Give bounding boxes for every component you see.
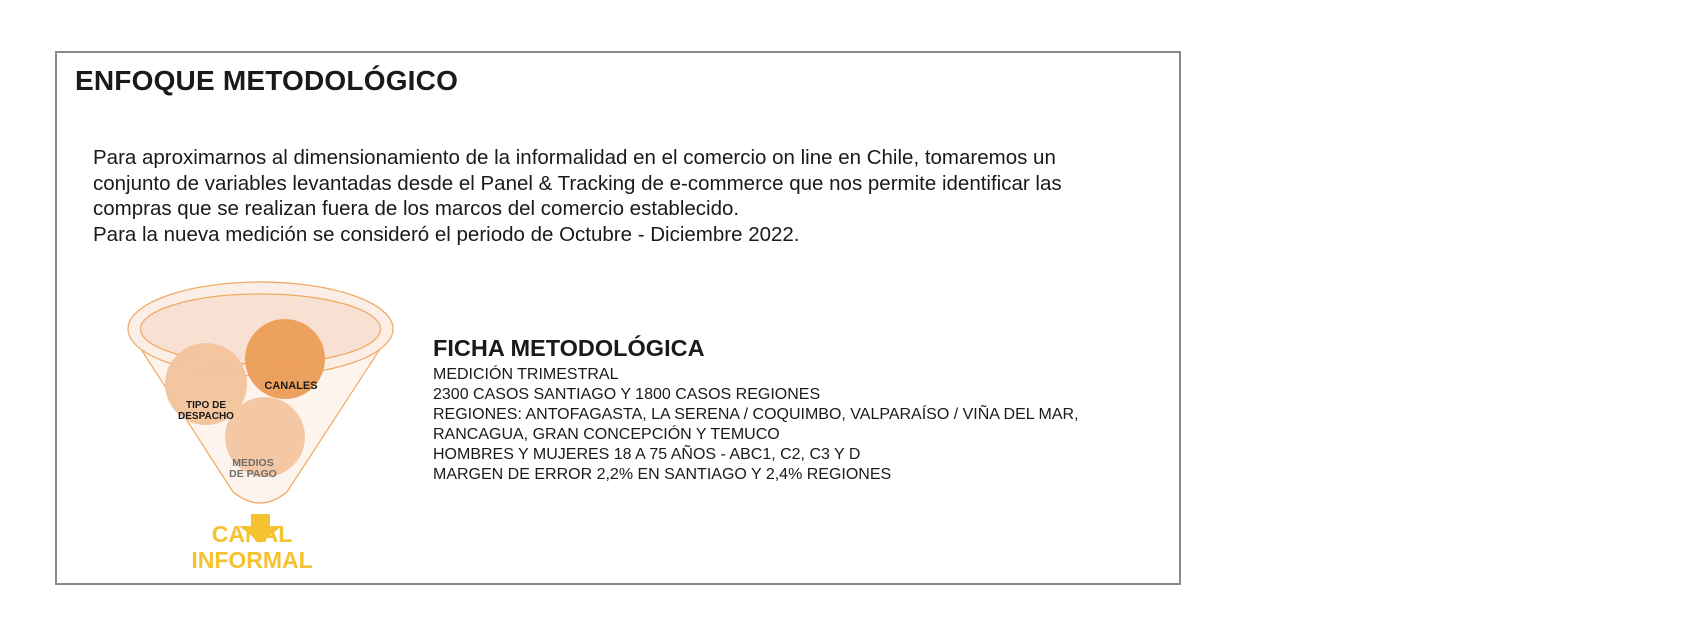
tipo-de-despacho-line: DESPACHO	[178, 411, 234, 422]
tipo-de-despacho-line: TIPO DE	[185, 400, 226, 411]
ficha-item: RANCAGUA, GRAN CONCEPCIÓN Y TEMUCO	[433, 426, 780, 443]
methodology-panel	[55, 51, 1181, 585]
ficha-item: MEDICIÓN TRIMESTRAL	[433, 366, 619, 383]
intro-paragraph	[93, 145, 1133, 247]
ficha-item: REGIONES: ANTOFAGASTA, LA SERENA / COQUIMBO, VALPARAÍSO / VIÑA DEL MAR,	[433, 406, 1079, 423]
medios-de-pago-line: DE PAGO	[229, 468, 277, 480]
intro-line: Para la nueva medición se consideró el periodo de Octubre - Diciembre 2022.	[93, 222, 800, 246]
canal-informal-line: INFORMAL	[191, 547, 313, 573]
ficha-item: HOMBRES Y MUJERES 18 A 75 AÑOS - ABC1, C2, C3 Y D	[433, 446, 861, 463]
canal-informal-result	[177, 521, 327, 573]
tipo-de-despacho-label	[161, 400, 251, 422]
medios-de-pago-line: MEDIOS	[232, 457, 274, 469]
medios-de-pago-label	[208, 458, 298, 480]
intro-line: compras que se realizan fuera de los marcos del comercio establecido.	[93, 197, 740, 220]
intro-line: conjunto de variables levantadas desde el Panel & Tracking de e-commerce que nos permite identificar las	[93, 171, 1062, 195]
ficha-item: 2300 CASOS SANTIAGO Y 1800 CASOS REGIONES	[433, 386, 821, 403]
canal-informal-line: CANAL	[211, 521, 293, 547]
ficha-list	[433, 365, 1153, 485]
ficha-title: FICHA METODOLÓGICA	[433, 335, 705, 361]
intro-line: Para aproximarnos al dimensionamiento de la informalidad en el comercio on line en Chile, tomaremos un	[93, 146, 1056, 169]
ficha-metodologica	[433, 335, 1153, 485]
panel-title: ENFOQUE METODOLÓGICO	[75, 65, 459, 96]
ficha-item: MARGEN DE ERROR 2,2% EN SANTIAGO Y 2,4% REGIONES	[433, 466, 892, 483]
canales-label: CANALES	[264, 380, 318, 392]
